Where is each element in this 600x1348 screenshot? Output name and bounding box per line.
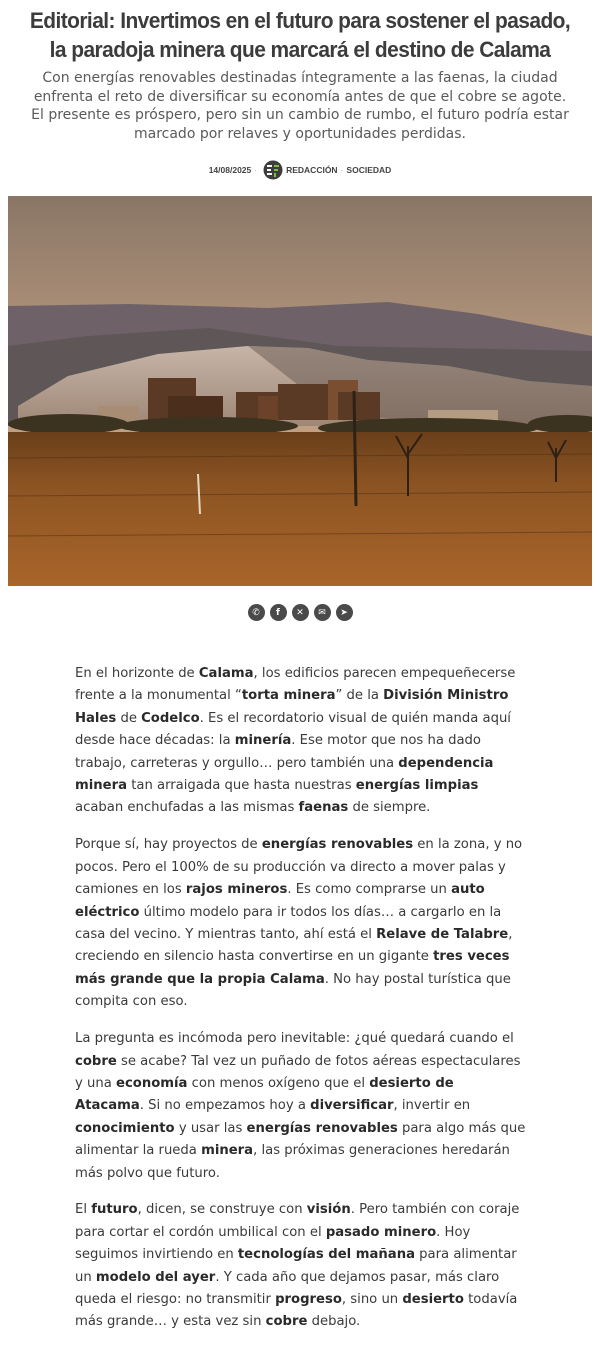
text-run: , las próximas generaciones heredarán más polvo que futuro. [75, 1143, 510, 1181]
telegram-share-button[interactable] [336, 604, 353, 621]
article-body [75, 663, 527, 1348]
bold-text: torta minera [241, 688, 336, 704]
bold-text: División Ministro Hales [75, 688, 509, 726]
bold-text: cobre [75, 1053, 117, 1069]
bold-text: dependencia minera [75, 755, 494, 794]
bold-text: tres veces más grande que la propia Calama [75, 949, 510, 987]
text-run: todavía más grande… y esta vez sin [75, 1292, 518, 1330]
bold-text: pasado minero [325, 1224, 437, 1240]
whatsapp-share-button[interactable] [248, 604, 265, 621]
author-link[interactable]: REDACCIÓN [286, 165, 338, 175]
bold-text: diversificar [310, 1098, 394, 1114]
text-run: último modelo para ir todos los días… a cargarlo en la casa del vecino. Y mientras tanto, ahí está el [75, 904, 502, 942]
text-run: Porque sí, hay proyectos de [75, 837, 262, 853]
bold-text: Relave de Talabre [376, 926, 509, 942]
bold-text: conocimiento [75, 1120, 175, 1136]
text-run: , invertir en [393, 1098, 471, 1114]
text-run: , los edificios parecen empequeñecerse frente a la monumental “ [75, 666, 516, 704]
bold-text: Calama [198, 666, 254, 681]
text-run: . Ese motor que nos ha dado trabajo, carreteras y orgullo… pero también una [75, 733, 481, 771]
text-run: y usar las [174, 1120, 247, 1136]
text-run: tan arraigada que hasta nuestras [127, 778, 356, 794]
text-run: debajo. [307, 1314, 361, 1330]
text-run: . Es como comprarse un [287, 882, 452, 898]
meta-separator: · [340, 165, 344, 175]
telegram-icon: ➤ [340, 607, 348, 618]
hero-photo-landscape [8, 196, 592, 586]
text-run: se acabe? Tal vez un puñado de fotos aéreas espectaculares y una [75, 1053, 521, 1091]
text-run: acaban enchufadas a las mismas [75, 800, 299, 816]
publisher-logo-icon [263, 160, 283, 180]
bold-text: desierto [402, 1292, 464, 1308]
bold-text: energías renovables [246, 1120, 398, 1136]
bold-text: futuro [91, 1202, 138, 1218]
bold-text: faenas [298, 800, 349, 816]
bold-text: energías renovables [261, 837, 414, 853]
whatsapp-icon: ✆ [252, 607, 260, 618]
bold-text: auto eléctrico [75, 882, 485, 920]
article-paragraph [75, 1199, 527, 1333]
x-share-button[interactable] [292, 604, 309, 621]
text-run: , dicen, se construye con [137, 1202, 307, 1218]
bold-text: visión [306, 1202, 351, 1218]
facebook-icon: f [276, 607, 280, 618]
bold-text: economía [116, 1075, 188, 1091]
text-run: . Y cada año que dejamos pasar, más claro queda el riesgo: no transmitir [75, 1269, 500, 1308]
text-run: . Hoy seguimos invirtiendo en [75, 1224, 471, 1263]
article-subtitle: Con energías renovables destinadas íntegramente a las faenas, la ciudad enfrenta el reto de diversificar su economía antes de que el cobre se agote. El presente es próspero, pero sin un cambio de rumbo, el futuro podría estar marcado por relaves y oportunidades perdidas. [31, 70, 569, 142]
publish-date: 14/08/2025 [208, 165, 252, 175]
bold-text: cobre [265, 1314, 308, 1330]
email-icon: ✉ [318, 607, 326, 618]
facebook-share-button[interactable] [270, 604, 287, 621]
text-run: de siempre. [348, 800, 431, 816]
text-run: para algo más que alimentar la rueda [75, 1120, 526, 1159]
x-icon: ✕ [296, 607, 304, 618]
category-link[interactable]: SOCIEDAD [346, 165, 392, 175]
article-meta [0, 159, 600, 181]
text-run: . Pero también con coraje para cortar el cordón umbilical con el [75, 1202, 520, 1240]
text-run: , creciendo en silencio hasta convertirse en un gigante [75, 926, 513, 965]
bold-text: minera [201, 1143, 254, 1159]
text-run: La pregunta es incómoda pero inevitable: ¿qué quedará cuando el [75, 1031, 514, 1047]
email-share-button[interactable] [314, 604, 331, 621]
text-run: de [116, 710, 142, 726]
bold-text: minería [234, 733, 292, 749]
hero-photo [8, 196, 592, 586]
share-bar [0, 604, 600, 621]
text-run: . Si no empezamos hoy a [139, 1098, 311, 1114]
article-paragraph [75, 834, 527, 1013]
text-run: , sino un [341, 1292, 403, 1308]
text-run: . No hay postal turística que compita con eso. [75, 971, 511, 1010]
article-paragraph [75, 663, 527, 820]
text-run: El [75, 1202, 92, 1218]
bold-text: tecnologías del mañana [237, 1247, 415, 1263]
text-run: en la zona, y no pocos. Pero el 100% de su producción va directo a mover palas y camiones en los [75, 837, 523, 898]
text-run: En el horizonte de [75, 666, 199, 681]
bold-text: energías limpias [355, 778, 479, 794]
text-run: con menos oxígeno que el [187, 1075, 370, 1091]
bold-text: Codelco [141, 710, 200, 726]
text-run: . Es el recordatorio visual de quién manda aquí desde hace décadas: la [75, 710, 511, 749]
article-paragraph [75, 1028, 527, 1185]
bold-text: progreso [275, 1292, 342, 1308]
text-run: para alimentar un [75, 1247, 517, 1285]
text-run: ” de la [335, 688, 384, 704]
bold-text: rajos mineros [185, 882, 288, 898]
bold-text: desierto de Atacama [75, 1075, 454, 1114]
bold-text: modelo del ayer [95, 1269, 216, 1285]
meta-separator: · [254, 165, 258, 175]
article-headline: Editorial: Invertimos en el futuro para sostener el pasado, la paradoja minera que marcará el destino de Calama [29, 8, 571, 62]
